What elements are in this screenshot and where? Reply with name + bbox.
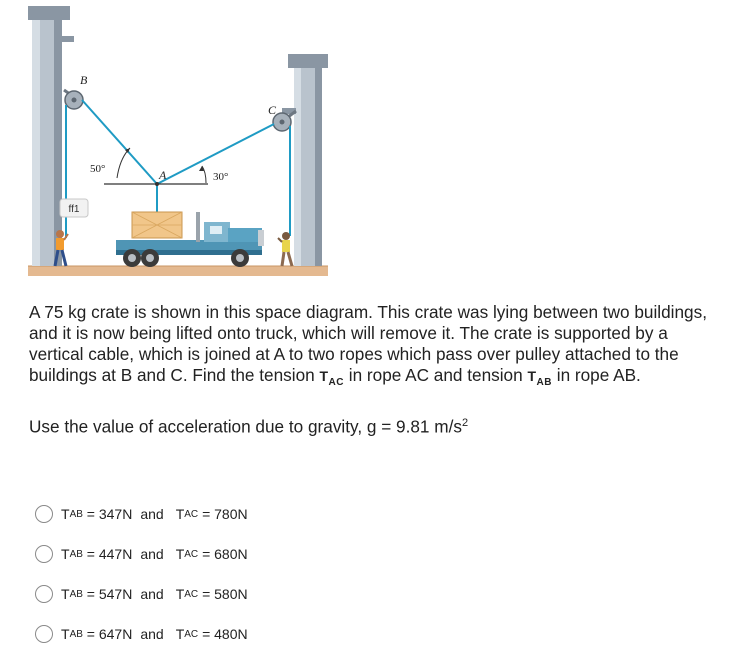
- angle-label-left: 50°: [90, 163, 106, 175]
- label-a: A: [159, 168, 167, 182]
- rope-bac: [82, 100, 274, 184]
- option-3[interactable]: T AB = 547N and T AC = 580N: [35, 582, 248, 606]
- ff1-tag: ff1: [68, 204, 80, 215]
- ground: [28, 266, 328, 276]
- gravity-note: Use the value of acceleration due to gravity, g = 9.81 $m/s^2$: [29, 416, 469, 437]
- left-building: [28, 6, 74, 266]
- t-ac-symbol: $T_{AC}$: [319, 368, 344, 388]
- problem-paragraph: [29, 302, 719, 393]
- pulley-c: [273, 111, 296, 131]
- right-worker: [278, 232, 292, 266]
- problem-statement: [29, 302, 719, 438]
- space-diagram-figure: [20, 0, 330, 285]
- crate: [132, 212, 182, 238]
- space-diagram: [20, 0, 330, 285]
- problem-text: A 75 kg crate is shown in this space diagram. This crate was lying between two buildings, and it is now being lifted onto truck, which will remove it. The crate is supported by a vertical cable, which is joined at A to two ropes which pass over pulley attached to the buildings at B and C. Find the tension: [29, 302, 707, 385]
- angle-label-right: 30°: [213, 171, 229, 183]
- radio-button[interactable]: [35, 585, 53, 603]
- problem-text-end: in rope AB.: [556, 365, 641, 385]
- option-4[interactable]: T AB = 647N and T AC = 480N: [35, 622, 248, 646]
- radio-button[interactable]: [35, 625, 53, 643]
- problem-text-mid: in rope AC and tension: [348, 365, 523, 385]
- option-1[interactable]: T AB = 347N and T AC = 780N: [35, 502, 248, 526]
- label-b: B: [80, 73, 88, 87]
- t-ab-symbol: $T_{AB}$: [527, 368, 552, 388]
- option-2[interactable]: T AB = 447N and T AC = 680N: [35, 542, 248, 566]
- radio-button[interactable]: [35, 505, 53, 523]
- radio-button[interactable]: [35, 545, 53, 563]
- label-c: C: [268, 103, 277, 117]
